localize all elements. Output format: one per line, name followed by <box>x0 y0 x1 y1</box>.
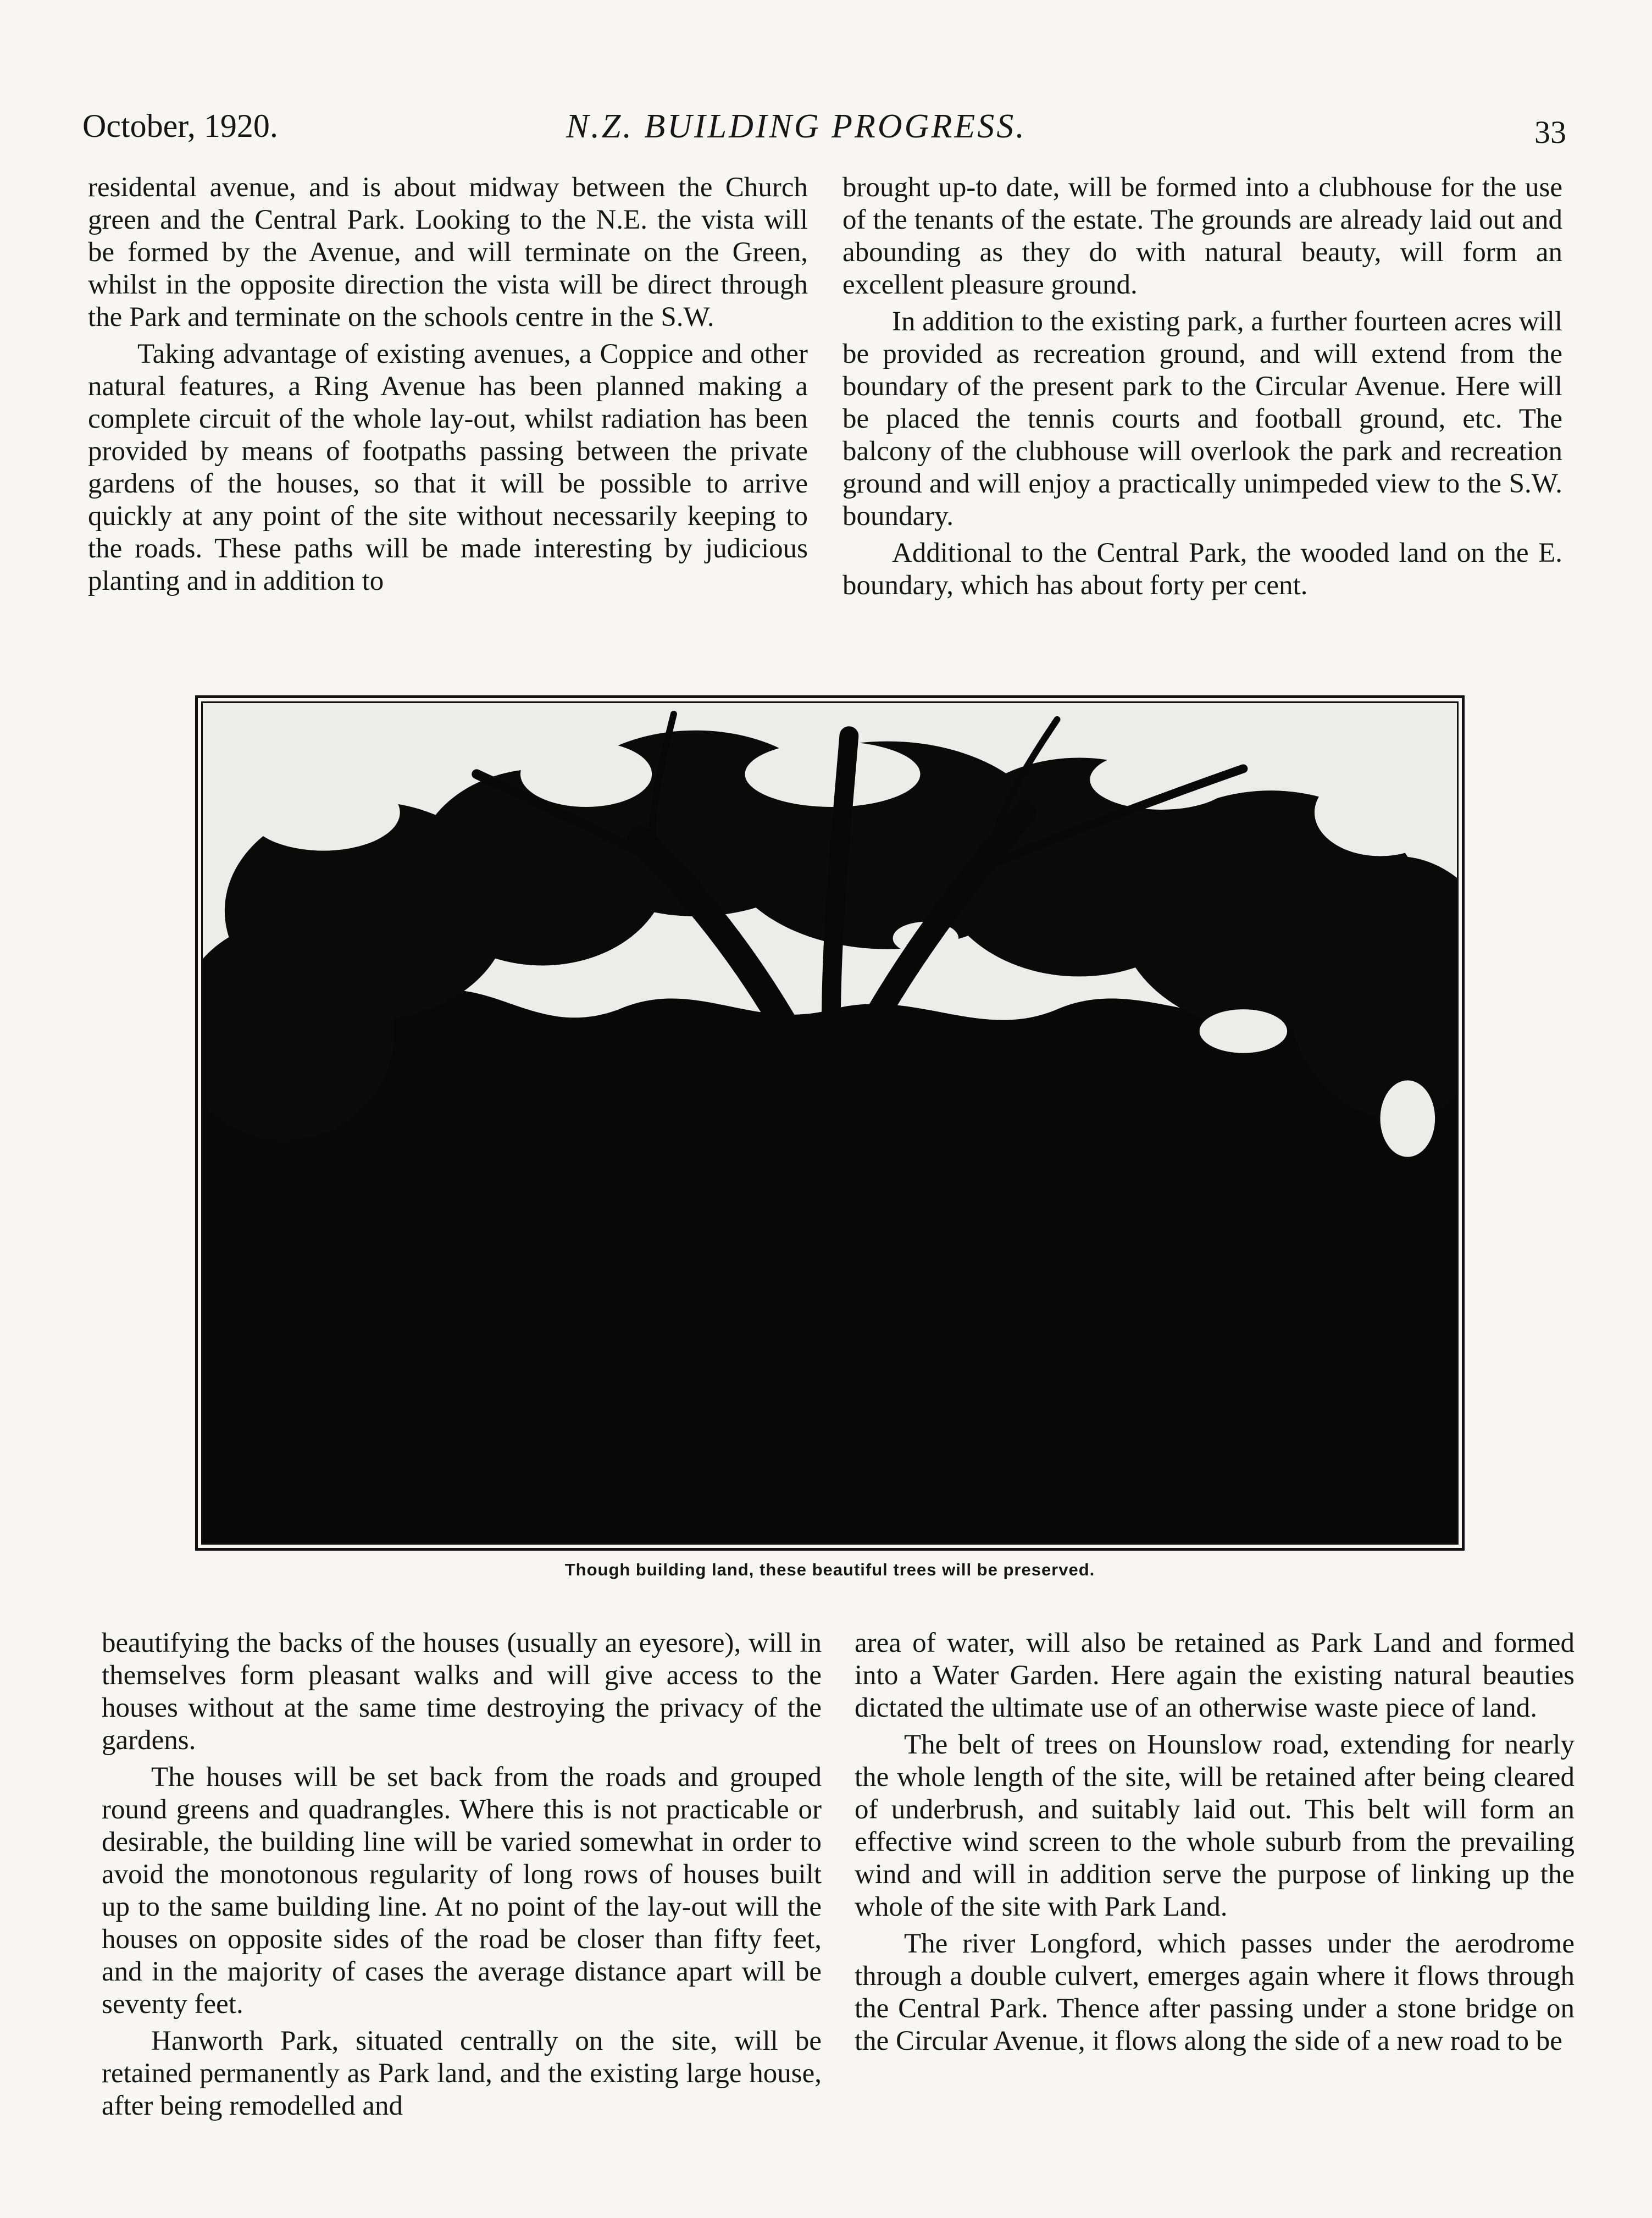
column-top-right <box>842 172 1562 606</box>
paragraph: Taking advantage of existing avenues, a Coppice and other natural features, a Ring Avenue has been planned making a complete circuit of the whole lay-out, whilst radiation has been provided by means of footpaths passing between the private gardens of the houses, so that it will be possible to arrive quickly at any point of the site without necessarily keeping to the roads. These paths will be made interesting by judicious planting and in addition to <box>88 339 808 596</box>
paragraph: beautifying the backs of the houses (usually an eyesore), will in themselves form pleasant walks and will give access to the houses without at the same time destroying the privacy of the gardens. <box>102 1628 822 1756</box>
tree-photograph <box>195 695 1465 1551</box>
trees-silhouette <box>203 703 1457 1543</box>
photo-image <box>201 701 1459 1545</box>
paragraph: In addition to the existing park, a further fourteen acres will be provided as recreation ground, and will extend from the boundary of the present park to the Circular Avenue. Here will be placed the tennis courts and football ground, etc. The balcony of the clubhouse will overlook the park and recreation ground and will enjoy a practically unimpeded view to the S.W. boundary. <box>842 306 1562 532</box>
paragraph: residental avenue, and is about midway between the Church green and the Central Park. Looking to the N.E. the vista will be formed by the Avenue, and will terminate on the Green, whilst in the opposite direction the vista will be direct through the Park and terminate on the schools centre in the S.W. <box>88 172 808 333</box>
page-number: 33 <box>1534 114 1566 150</box>
paragraph: The river Longford, which passes under the aerodrome through a double culvert, emerges again where it flows through the Central Park. Thence after passing under a stone bridge on the Circular Avenue, it flows along the side of a new road to be <box>855 1928 1575 2056</box>
paragraph: area of water, will also be retained as Park Land and formed into a Water Garden. Here again the existing natural beauties dictated the ultimate use of an otherwise waste piece of land. <box>855 1628 1575 1723</box>
column-bottom-right <box>855 1627 1575 2062</box>
paragraph: The belt of trees on Hounslow road, extending for nearly the whole length of the site, will be retained after being cleared of underbrush, and suitably laid out. This belt will form an effective wind screen to the whole suburb from the prevailing wind and will in addition serve the purpose of linking up the whole of the site with Park Land. <box>855 1729 1575 1922</box>
photo-caption: Though building land, these beautiful trees will be preserved. <box>564 1560 1095 1579</box>
column-top-left <box>88 172 808 602</box>
running-header <box>82 107 1566 157</box>
paragraph: brought up-to date, will be formed into a clubhouse for the use of the tenants of the estate. The grounds are already laid out and abounding as they do with natural beauty, will form an excellent pleasure ground. <box>842 172 1562 300</box>
journal-title: N.Z. BUILDING PROGRESS. <box>566 108 1027 145</box>
column-bottom-left <box>102 1627 822 2127</box>
paragraph: The houses will be set back from the roads and grouped round greens and quadrangles. Where this is not practicable or desirable, the building line will be varied somewhat in order to avoid the monotonous regularity of long rows of houses built up to the same building line. At no point of the lay-out will the houses on opposite sides of the road be closer than fifty feet, and in the majority of cases the average distance apart will be seventy feet. <box>102 1762 822 2020</box>
issue-date: October, 1920. <box>82 108 278 144</box>
paragraph: Hanworth Park, situated centrally on the site, will be retained permanently as Park land, and the existing large house, after being remodelled and <box>102 2026 822 2121</box>
paragraph: Additional to the Central Park, the wooded land on the E. boundary, which has about forty per cent. <box>842 538 1562 601</box>
